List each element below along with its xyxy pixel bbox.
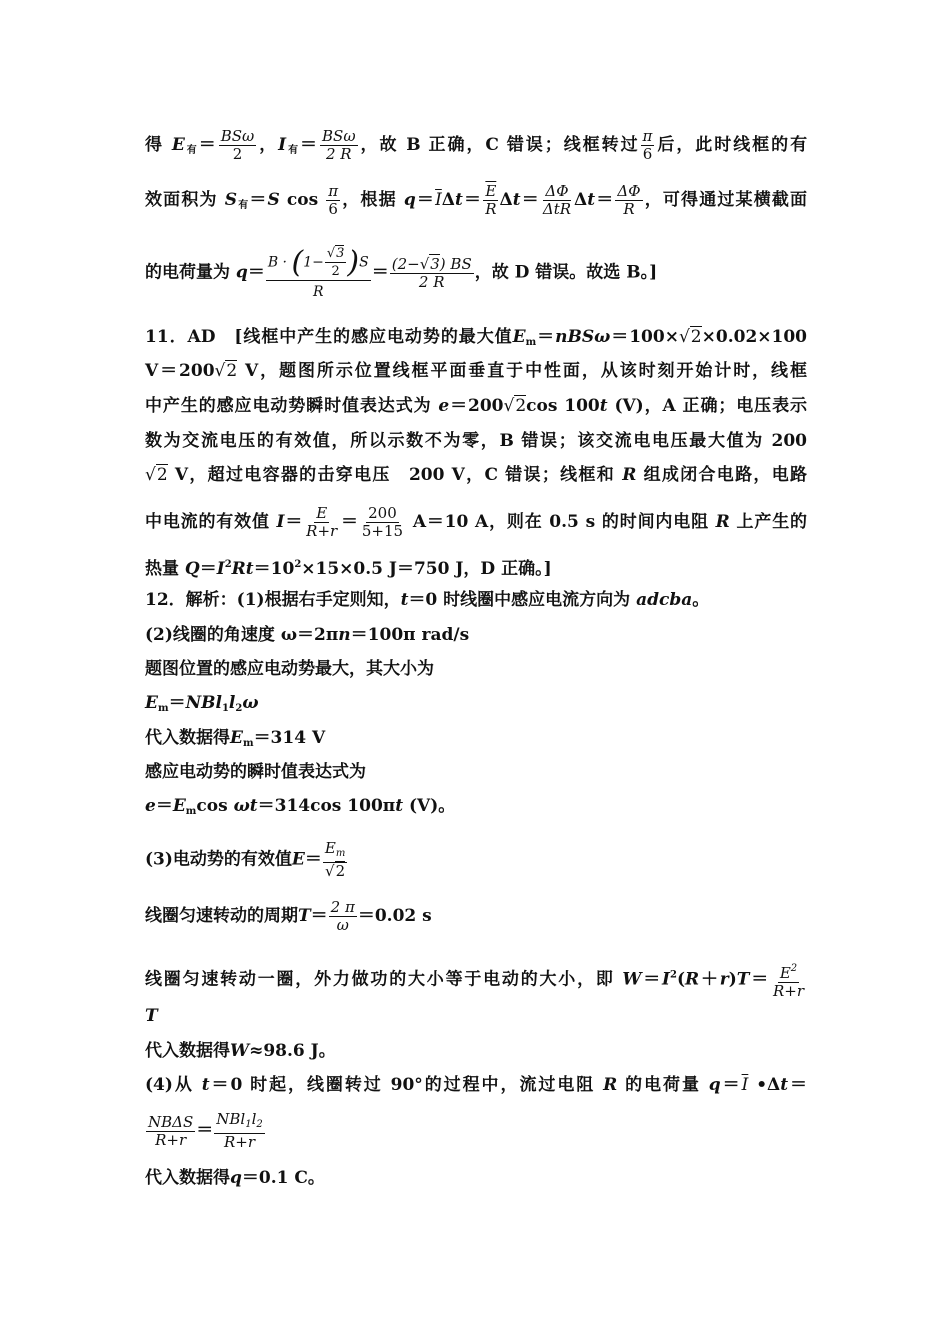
text-line-22: 代入数据得W≈98.6 J。 bbox=[145, 1041, 336, 1061]
fraction: $\frac{\text{BSω}}{2}$ bbox=[220, 127, 255, 163]
text-line-15: 代入数据得$E_m=314$ V bbox=[145, 728, 326, 749]
text-line-2: 效面积为 $S_有=S$ cos $\frac{\pi}{6}$ ，根据 $q=\overline{I}\Delta t=$ $\frac{\overline{E}}{R}$ Δt＝ $\frac{\Delta\Phi}{\text{ΔtR}}$ Δt＝ $\frac{\Delta\Phi}{R}$ ，可得通过某横截面 bbox=[145, 182, 808, 218]
text-line-23: (4)从 t＝0 时起，线圈转过 90°的过程中，流过电阻 R 的电荷量 $q=\overline{I}$ •Δt＝ bbox=[145, 1075, 808, 1095]
text-line-21: T bbox=[145, 1006, 158, 1026]
text-line-1: 得 $E_有=$ $\frac{\text{BSω}}{2}$ ，$I_有=$ $\frac{\text{BSω}}{2 R}$ ，故 B 正确，C 错误；线框转过 $\frac{\pi}{6}$ 后，此时线框的有 bbox=[145, 127, 808, 163]
text-line-6: 中产生的感应电动势瞬时值表达式为 e＝200√2cos 100t (V)，A 正确；电压表示 bbox=[145, 396, 807, 416]
text-line-19: 线圈匀速转动的周期T＝ $\frac{2 \pi}{\omega}$ ＝0.02 s bbox=[145, 898, 432, 934]
fraction: $\frac{\text{BSω}}{2 R}$ bbox=[322, 127, 356, 163]
text-line-16: 感应电动势的瞬时值表达式为 bbox=[145, 762, 366, 782]
text-line-7: 数为交流电压的有效值，所以示数不为零，B 错误；该交流电电压最大值为 200 bbox=[145, 431, 807, 451]
text-line-13: 题图位置的感应电动势最大，其大小为 bbox=[145, 659, 434, 679]
text-line-20: 线圈匀速转动一圈，外力做功的大小等于电动的大小，即 $W=I^2(R+r)T=$ $\frac{E^2}{R+r}$ bbox=[145, 960, 807, 1000]
text-line-3: 的电荷量为 q＝ B · (1− $\frac{√3}{2}$ )S R ＝ $\frac{(2-√3) BS}{2 R}$ ，故 D 错误。故选 B。] bbox=[145, 245, 658, 300]
text-line-10: 热量 $Q=I^2Rt=10^2\times 15\times 0.5$ J＝750 J，D 正确。] bbox=[145, 559, 552, 579]
text-line-25: 代入数据得q＝0.1 C。 bbox=[145, 1168, 325, 1188]
text-line-5: V＝200√2 V，题图所示位置线框平面垂直于中性面，从该时刻开始计时，线框 bbox=[145, 361, 807, 381]
text-line-17: $e=E_m\cos$ ωt＝314cos 100πt (V)。 bbox=[145, 796, 456, 817]
text-line-18: (3)电动势的有效值E＝ $\frac{E_m}{√2}$ bbox=[145, 839, 346, 880]
text-line-11: 12．解析：(1)根据右手定则知，t＝0 时线圈中感应电流方向为 adcba。 bbox=[145, 590, 710, 610]
text-line-8: √2 V，超过电容器的击穿电压 200 V，C 错误；线框和 R 组成闭合电路，电路 bbox=[145, 465, 807, 485]
text-line-9: 中电流的有效值 I＝ $\frac{E}{R+r}$ ＝ $\frac{200}{5+15}$ A＝10 A，则在 0.5 s 的时间内电阻 R 上产生的 bbox=[145, 504, 808, 540]
fraction: $\frac{\pi}{6}$ bbox=[642, 127, 653, 163]
text-line-4: 11．AD [线框中产生的感应电动势的最大值$E_m=nBS\omega=100\times√2\times 0.02\times 100$ bbox=[145, 327, 808, 348]
text-line-24: $\frac{\text{NBΔS}}{R+r}$ ＝ $\frac{NBl_1l_2}{R+r}$ bbox=[148, 1110, 263, 1151]
text-line-12: (2)线圈的角速度 ω＝2πn＝100π rad/s bbox=[145, 625, 470, 645]
text-line-14: $E_m=NBl_1l_2\omega$ bbox=[145, 693, 259, 714]
